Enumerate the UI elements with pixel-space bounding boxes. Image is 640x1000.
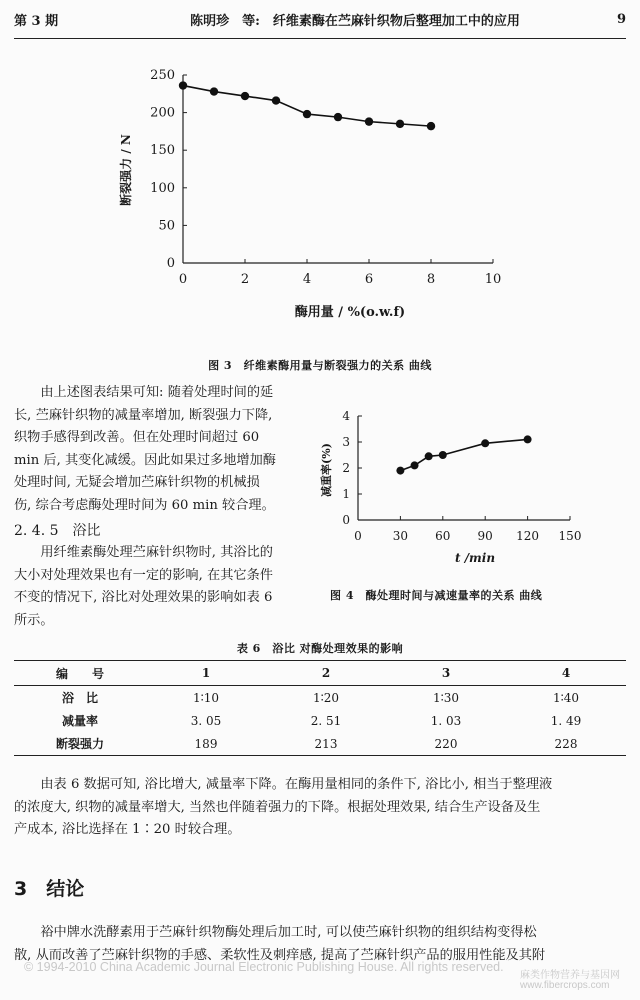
text-line: 散, 从而改善了苎麻针织物的手感、柔软性及刺痒感, 提高了苎麻针织产品的服用性能及其附 [14, 947, 546, 963]
y-tick-label: 100 [150, 180, 175, 196]
text-line: 由表 6 数据可知, 浴比增大, 减量率下降。在酶用量相同的条件下, 浴比小, 相当于整理液 [14, 777, 553, 792]
table-header-cell: 3 [386, 661, 506, 686]
y-tick-label: 200 [150, 105, 175, 121]
y-tick-label: 250 [150, 68, 175, 83]
x-tick-label: 10 [484, 272, 502, 287]
paragraph-bath-ratio [14, 542, 310, 632]
data-point [272, 96, 280, 104]
table-row [14, 732, 626, 756]
data-point [481, 439, 489, 447]
y-axis-label: 断裂强力 / N [119, 134, 133, 206]
section-heading-conclusion: 3 结论 [14, 878, 85, 900]
x-tick-label: 0 [354, 529, 362, 543]
table-cell: 228 [506, 732, 626, 756]
x-axis-label: t /min [454, 551, 496, 565]
text-line: 长, 苎麻针织物的减量率增加, 断裂强力下降, [14, 407, 273, 423]
site-watermark-cn: 麻类作物营养与基因网 [520, 970, 620, 981]
x-tick-label: 0 [178, 272, 188, 287]
running-title: 陈明珍 等: 纤维素酶在苎麻针织物后整理加工中的应用 [190, 13, 520, 29]
table-header-cell: 编 号 [14, 661, 146, 686]
y-axis-label: 减重率(%) [320, 443, 333, 497]
table-cell: 1∶20 [312, 690, 340, 705]
running-header [14, 0, 626, 39]
x-tick-label: 60 [435, 529, 451, 543]
text-line: 产成本, 浴比选择在 1∶20 时较合理。 [14, 822, 241, 838]
figure-4-chart [310, 400, 610, 570]
table-cell: 3. 05 [190, 713, 222, 728]
x-tick-label: 30 [392, 529, 409, 543]
table-row [14, 709, 626, 732]
paragraph-time-effect [14, 382, 310, 518]
figure-3-chart [100, 58, 520, 328]
table-cell: 220 [386, 732, 506, 756]
text-line: 不变的情况下, 浴比对处理效果的影响如表 6 [14, 590, 273, 606]
text-line: 用纤维素酶处理苎麻针织物时, 其浴比的 [14, 545, 273, 560]
issue-number: 第 3 期 [14, 13, 59, 29]
x-tick-label: 150 [558, 529, 582, 543]
data-point [303, 110, 311, 118]
text-line: min 后, 其变化减缓。因此如果过多地增加酶 [14, 452, 276, 468]
data-point [210, 87, 218, 95]
data-point [425, 452, 433, 460]
text-line: 所示。 [14, 612, 54, 628]
table-header-cell: 1 [146, 661, 266, 686]
figure-4-caption: 图 4 酶处理时间与减速量率的关系 曲线 [330, 589, 543, 602]
y-tick-label: 4 [342, 409, 350, 423]
y-tick-label: 0 [342, 513, 350, 527]
table-cell: 浴 比 [61, 691, 98, 705]
table-cell: 1∶40 [552, 690, 580, 705]
table-cell: 189 [146, 732, 266, 756]
table-cell: 213 [266, 732, 386, 756]
x-tick-label: 90 [477, 529, 493, 543]
data-line [183, 86, 431, 127]
paragraph-table6-analysis [14, 774, 626, 842]
y-tick-label: 150 [150, 143, 175, 159]
table-header-cell: 4 [506, 661, 626, 686]
figure-3-caption: 图 3 纤维素酶用量与断裂强力的关系 曲线 [208, 359, 432, 372]
data-point [334, 113, 342, 121]
table-row [14, 686, 626, 710]
copyright-watermark: © 1994-2010 China Academic Journal Electronic Publishing House. All rights reserved. [24, 960, 504, 974]
y-tick-label: 3 [342, 435, 350, 449]
data-point [365, 117, 373, 125]
y-tick-label: 1 [342, 487, 350, 501]
x-tick-label: 8 [426, 272, 436, 287]
x-tick-label: 4 [302, 272, 312, 287]
data-point [411, 461, 419, 469]
site-watermark-url: www.fibercrops.com [520, 980, 610, 991]
x-axis-label: 酶用量 / %(o.w.f) [294, 305, 406, 320]
data-point [427, 122, 435, 130]
text-line: 的浓度大, 织物的减量率增大, 当然也伴随着强力的下降。根据处理效果, 结合生产设备及生 [14, 799, 541, 815]
text-line: 处理时间, 无疑会增加苎麻针织物的机械损 [14, 475, 260, 491]
text-line: 大小对处理效果也有一定的影响, 在其它条件 [14, 567, 273, 583]
text-line: 织物手感得到改善。但在处理时间超过 60 [14, 430, 260, 446]
x-tick-label: 2 [240, 272, 250, 287]
y-tick-label: 0 [166, 256, 175, 271]
table-cell: 1. 49 [550, 713, 582, 728]
y-tick-label: 50 [158, 218, 175, 234]
table-header-row [14, 661, 626, 686]
section-heading-2-4-5: 2. 4. 5 浴比 [14, 523, 101, 539]
table-6 [14, 660, 626, 756]
data-line [400, 439, 527, 470]
table-6-caption: 表 6 浴比 对酶处理效果的影响 [236, 642, 404, 655]
text-line: 裕中牌水洗酵素用于苎麻针织物酶处理后加工时, 可以使苎麻针织物的组织结构变得松 [14, 925, 537, 940]
table-cell: 1∶10 [192, 690, 220, 705]
data-point [179, 81, 187, 89]
table-cell: 2. 51 [310, 713, 342, 728]
text-line: 由上述图表结果可知: 随着处理时间的延 [14, 385, 274, 400]
table-header-cell: 2 [266, 661, 386, 686]
data-point [524, 435, 532, 443]
table-cell: 1∶30 [432, 690, 460, 705]
table-cell: 断裂强力 [14, 732, 146, 756]
table-cell: 1. 03 [430, 713, 462, 728]
data-point [396, 467, 404, 475]
page-number: 9 [616, 11, 626, 27]
text-line: 伤, 综合考虑酶处理时间为 60 min 较合理。 [14, 497, 275, 513]
data-point [439, 451, 447, 459]
y-tick-label: 2 [342, 461, 350, 475]
x-tick-label: 120 [516, 529, 540, 543]
data-point [396, 120, 404, 128]
data-point [241, 92, 249, 100]
table-cell: 减量率 [61, 714, 98, 728]
x-tick-label: 6 [364, 272, 374, 287]
